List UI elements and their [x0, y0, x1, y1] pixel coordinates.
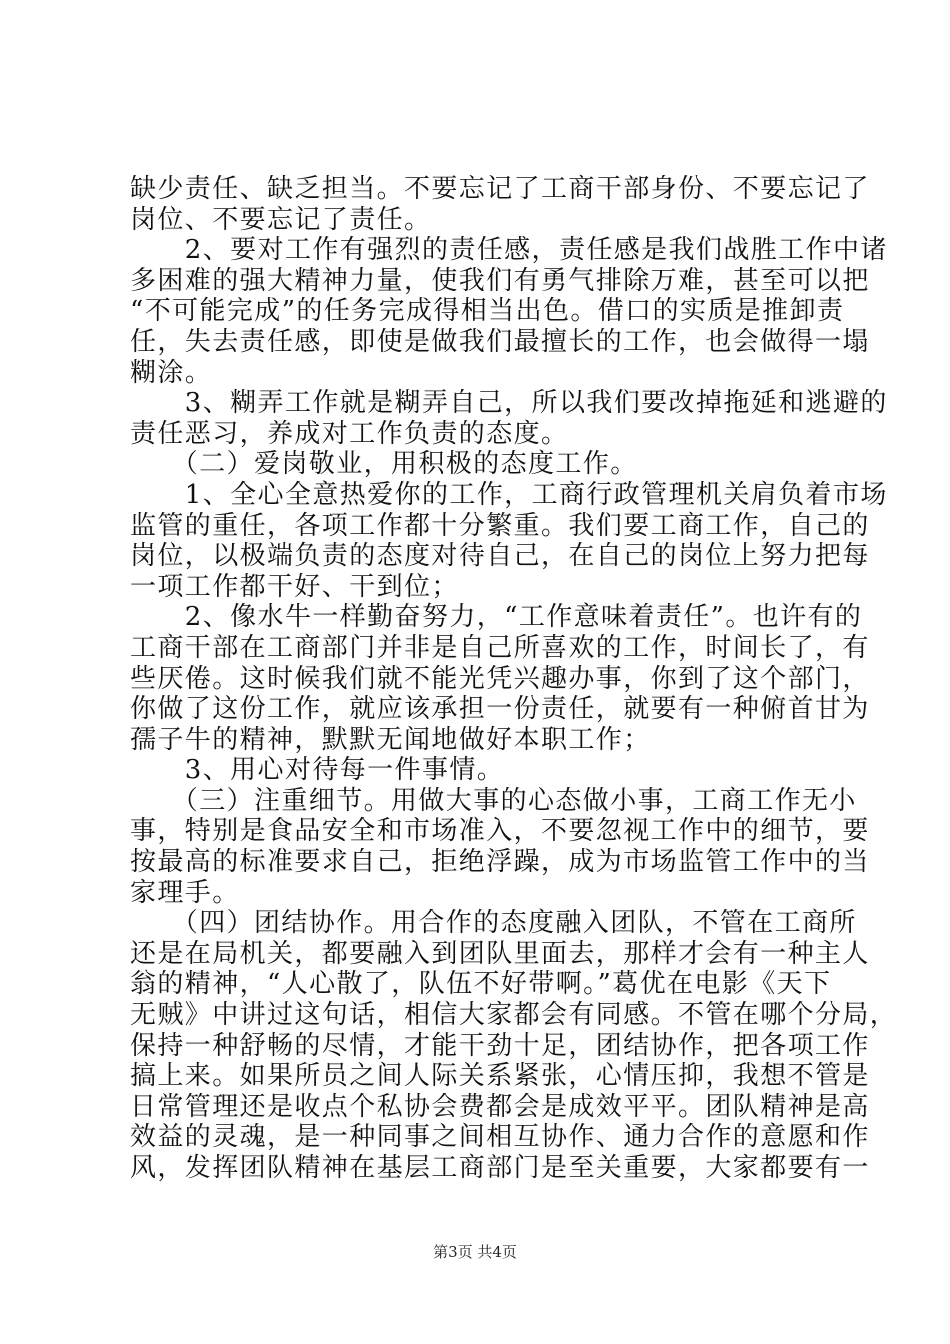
- text-line: 3、用心对待每一件事情。: [130, 755, 505, 786]
- text-line: 无贼》中讲过这句话，相信大家都会有同感。不管在哪个分局，: [130, 1000, 898, 1031]
- text-line: 孺子牛的精神，默默无闻地做好本职工作；: [130, 724, 651, 755]
- text-line: 翁的精神，“人心散了，队伍不好带啊。”葛优在电影《天下: [130, 969, 832, 1000]
- text-line: 缺少责任、缺乏担当。不要忘记了工商干部身份、不要忘记了: [130, 174, 870, 204]
- text-line: 岗位，以极端负责的态度对待自己，在自己的岗位上努力把每: [130, 541, 870, 572]
- text-line: （二）爱岗敬业，用积极的态度工作。: [130, 449, 638, 480]
- text-line: 你做了这份工作，就应该承担一份责任，就要有一种俯首甘为: [130, 694, 870, 725]
- text-line: “不可能完成”的任务完成得相当出色。借口的实质是推卸责: [130, 296, 845, 327]
- text-line: 任，失去责任感，即使是做我们最擅长的工作，也会做得一塌: [130, 326, 870, 357]
- text-line: 监管的重任，各项工作都十分繁重。我们要工商工作，自己的: [130, 510, 870, 541]
- text-line: 1、全心全意热爱你的工作，工商行政管理机关肩负着市场: [130, 479, 888, 510]
- text-line: 家理手。: [130, 877, 240, 908]
- text-line: 风，发挥团队精神在基层工商部门是至关重要，大家都要有一: [130, 1153, 870, 1183]
- text-line: 责任恶习，养成对工作负责的态度。: [130, 418, 569, 449]
- text-line: 2、要对工作有强烈的责任感，责任感是我们战胜工作中诸: [130, 235, 888, 266]
- text-line: 保持一种舒畅的尽情，才能干劲十足，团结协作，把各项工作: [130, 1030, 870, 1061]
- text-line: 一项工作都干好、干到位；: [130, 571, 459, 602]
- text-line: （三）注重细节。用做大事的心态做小事，工商工作无小: [130, 785, 857, 816]
- text-line: 些厌倦。这时候我们就不能光凭兴趣办事，你到了这个部门，: [130, 663, 870, 694]
- text-line: 工商干部在工商部门并非是自己所喜欢的工作，时间长了，有: [130, 632, 870, 663]
- text-line: 搞上来。如果所员之间人际关系紧张，心情压抑，我想不管是: [130, 1061, 870, 1092]
- text-line: （四）团结协作。用合作的态度融入团队，不管在工商所: [130, 908, 857, 939]
- text-line: 日常管理还是收点个私协会费都会是成效平平。团队精神是高: [130, 1091, 870, 1122]
- page-number-footer: 第3页 共4页: [433, 1243, 517, 1261]
- text-line: 还是在局机关，都要融入到团队里面去，那样才会有一种主人: [130, 938, 870, 969]
- document-body: [130, 174, 898, 1184]
- text-line: 3、糊弄工作就是糊弄自己，所以我们要改掉拖延和逃避的: [130, 388, 888, 419]
- text-line: 岗位、不要忘记了责任。: [130, 204, 432, 235]
- text-line: 2、像水牛一样勤奋努力，“工作意味着责任”。也许有的: [130, 602, 863, 633]
- text-line: 多困难的强大精神力量，使我们有勇气排除万难，甚至可以把: [130, 265, 870, 296]
- text-line: 按最高的标准要求自己，拒绝浮躁，成为市场监管工作中的当: [130, 847, 870, 878]
- text-line: 糊涂。: [130, 357, 213, 388]
- text-line: 事，特别是食品安全和市场准入，不要忽视工作中的细节，要: [130, 816, 870, 847]
- text-line: 效益的灵魂，是一种同事之间相互协作、通力合作的意愿和作: [130, 1122, 870, 1153]
